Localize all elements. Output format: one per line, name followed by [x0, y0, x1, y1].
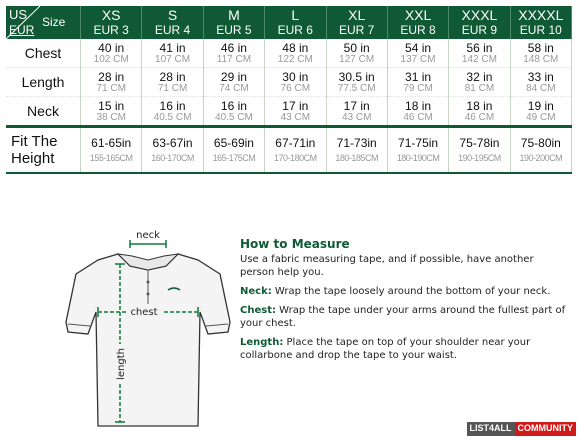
eu-size: EUR 5 [216, 23, 252, 37]
eu-size: EUR 6 [277, 23, 313, 37]
height-cm: 170-180CM [274, 153, 317, 163]
cm-value: 117 CM [216, 53, 252, 65]
chest-cell [265, 39, 326, 68]
fit-cell [265, 127, 326, 174]
cm-value: 71 CM [157, 82, 188, 94]
neck-cell [142, 97, 203, 127]
inch-value: 48 in [282, 40, 309, 55]
neck-cell [81, 97, 142, 127]
chest-cell [449, 39, 510, 68]
cm-value: 46 CM [403, 111, 433, 123]
inch-value: 17 in [282, 98, 309, 113]
watermark-badge [467, 422, 577, 436]
length-cell [326, 68, 387, 97]
cm-value: 46 CM [464, 111, 495, 123]
chest-row [6, 39, 572, 68]
cm-value: 148 CM [523, 53, 559, 65]
inch-value: 54 in [405, 40, 432, 55]
cm-value: 122 CM [277, 53, 313, 65]
height-cm: 190-195CM [458, 153, 501, 163]
us-size: L [291, 7, 300, 23]
cm-value: 79 CM [403, 82, 433, 94]
neck-row [6, 97, 572, 127]
inch-value: 56 in [466, 40, 493, 55]
inch-value: 40 in [98, 40, 125, 55]
how-to-title: How to Measure [240, 237, 350, 251]
fit-height-label: Fit The Height [6, 127, 81, 174]
row-label: Length [6, 68, 81, 97]
cm-value: 127 CM [339, 53, 375, 65]
cm-value: 43 CM [341, 111, 372, 123]
inch-value: 33 in [527, 69, 554, 84]
neck-diagram-label: neck [136, 230, 160, 241]
height-inches: 71-75in [398, 136, 439, 150]
row-label: Neck [6, 97, 81, 127]
fit-cell [203, 127, 264, 174]
inch-value: 18 in [466, 98, 493, 113]
neck-cell [449, 97, 510, 127]
neck-cell [326, 97, 387, 127]
inch-value: 18 in [405, 98, 432, 113]
inch-value: 30 in [282, 69, 309, 84]
chest-cell [81, 39, 142, 68]
eu-size: EUR 9 [461, 23, 498, 37]
how-to-measure [240, 237, 570, 368]
neck-term: Neck: [240, 286, 272, 297]
size-header-cell [81, 6, 142, 39]
cm-value: 102 CM [93, 53, 129, 65]
us-size: M [228, 7, 240, 23]
height-cm: 155-165CM [89, 153, 133, 163]
us-size: XXXL [461, 7, 498, 23]
neck-cell [387, 97, 448, 127]
chest-instruction [240, 304, 570, 330]
us-size: XL [348, 7, 366, 23]
size-header-cell [326, 6, 387, 39]
length-text: Place the tape on top of your shoulder near your collarbone and drop the tape to your waist. [240, 337, 531, 361]
size-header-cell [203, 6, 264, 39]
cm-value: 76 CM [280, 82, 311, 94]
inch-value: 58 in [527, 40, 554, 55]
polo-shirt-diagram [58, 226, 238, 436]
fit-height-row [6, 127, 572, 174]
height-inches: 75-78in [459, 136, 500, 150]
watermark-right: COMMUNITY [515, 422, 577, 436]
height-cm: 165-175CM [212, 153, 256, 163]
height-inches: 61-65in [91, 136, 132, 150]
size-header-cell [142, 6, 203, 39]
eu-size: EUR 10 [519, 23, 562, 37]
inch-value: 17 in [343, 98, 370, 113]
size-chart-table [6, 6, 572, 174]
size-header-cell [387, 6, 448, 39]
height-inches: 67-71in [275, 136, 316, 150]
chest-cell [510, 39, 571, 68]
height-cm: 180-190CM [396, 153, 440, 163]
length-cell [510, 68, 571, 97]
size-corner-cell [6, 6, 81, 39]
fit-cell [142, 127, 203, 174]
chest-diagram-label: chest [130, 307, 158, 318]
cm-value: 77.5 CM [337, 82, 376, 94]
chest-cell [142, 39, 203, 68]
inch-value: 16 in [220, 98, 247, 113]
cm-value: 142 CM [461, 53, 497, 65]
length-cell [142, 68, 203, 97]
length-cell [81, 68, 142, 97]
height-inches: 63-67in [152, 136, 193, 150]
length-cell [265, 68, 326, 97]
length-cell [449, 68, 510, 97]
fit-cell [326, 127, 387, 174]
inch-value: 50 in [343, 40, 370, 55]
length-diagram-label: length [116, 348, 127, 380]
fit-cell [81, 127, 142, 174]
chest-term: Chest: [240, 305, 276, 316]
inch-value: 16 in [159, 98, 186, 113]
button [147, 293, 150, 296]
height-cm: 160-170CM [151, 153, 194, 163]
length-term: Length: [240, 337, 284, 348]
fit-cell [449, 127, 510, 174]
height-cm: 190-200CM [519, 153, 563, 163]
size-label: Size [42, 15, 66, 29]
inch-value: 31 in [405, 69, 432, 84]
neck-cell [203, 97, 264, 127]
cm-value: 43 CM [280, 111, 311, 123]
length-cell [387, 68, 448, 97]
cm-value: 84 CM [526, 82, 556, 94]
us-size: XS [101, 7, 121, 23]
cm-value: 49 CM [526, 111, 556, 123]
row-label: Chest [6, 39, 81, 68]
cm-value: 71 CM [96, 82, 126, 94]
neck-cell [510, 97, 571, 127]
eu-size: EUR 8 [400, 23, 436, 37]
height-inches: 75-80in [520, 136, 561, 150]
size-header-row [6, 6, 572, 39]
neck-cell [265, 97, 326, 127]
inch-value: 30.5 in [338, 69, 375, 84]
fit-cell [510, 127, 571, 174]
cm-value: 137 CM [400, 53, 436, 65]
size-header-cell [510, 6, 571, 39]
how-to-intro: Use a fabric measuring tape, and if possible, have another person help you. [240, 254, 534, 278]
us-label: US [9, 7, 28, 22]
eu-size: EUR 7 [339, 23, 375, 37]
size-header-cell [449, 6, 510, 39]
chest-cell [387, 39, 448, 68]
inch-value: 28 in [159, 69, 186, 84]
watermark-left: LIST4ALL [467, 422, 515, 436]
inch-value: 29 in [220, 69, 247, 84]
length-cell [203, 68, 264, 97]
height-cm: 180-185CM [335, 153, 378, 163]
chest-cell [203, 39, 264, 68]
cm-value: 81 CM [464, 82, 495, 94]
fit-cell [387, 127, 448, 174]
length-instruction [240, 336, 570, 362]
neck-instruction [240, 285, 570, 298]
height-inches: 71-73in [336, 136, 377, 150]
height-inches: 65-69in [213, 136, 254, 150]
inch-value: 28 in [98, 69, 125, 84]
us-size: XXL [404, 7, 432, 23]
eu-size: EUR 3 [93, 23, 129, 37]
inch-value: 15 in [98, 98, 125, 113]
eu-size: EUR 4 [154, 23, 191, 37]
cm-value: 74 CM [219, 82, 249, 94]
cm-value: 40.5 CM [153, 111, 192, 123]
size-header-cell [265, 6, 326, 39]
inch-value: 46 in [220, 40, 247, 55]
inch-value: 41 in [159, 40, 186, 55]
eur-label: EUR [9, 23, 35, 37]
chest-text: Wrap the tape under your arms around the fullest part of your chest. [240, 305, 566, 329]
neck-text: Wrap the tape loosely around the bottom of your neck. [271, 286, 551, 297]
inch-value: 19 in [527, 98, 554, 113]
cm-value: 40.5 CM [215, 111, 253, 123]
button [147, 281, 150, 284]
cm-value: 107 CM [155, 53, 191, 65]
inch-value: 32 in [466, 69, 493, 84]
us-size: S [167, 7, 178, 23]
chest-cell [326, 39, 387, 68]
us-size: XXXXL [518, 7, 564, 23]
cm-value: 38 CM [96, 111, 126, 123]
length-row [6, 68, 572, 97]
